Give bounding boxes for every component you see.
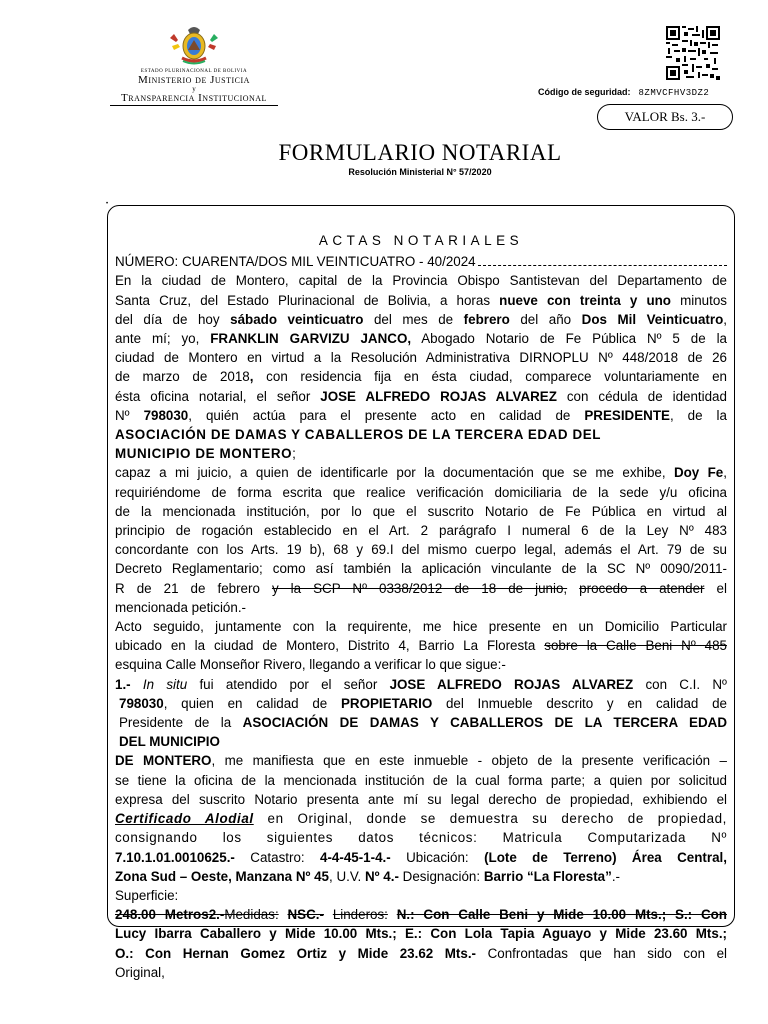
text-span: febrero: [463, 311, 510, 327]
text-line: [115, 367, 727, 386]
text-span: del Inmueble descrito y en calidad de: [445, 695, 727, 711]
text-line: expresa del suscrito Notario presenta ante mí su legal derecho de propiedad, exhibiendo el: [115, 791, 727, 807]
text-line: ciudad de Montero en virtud a la Resolución Administrativa DIRNOPLU Nº 448/2018 de 26: [115, 350, 727, 366]
estado-label: ESTADO PLURINACIONAL DE BOLIVIA: [140, 69, 248, 74]
text-span: .-: [611, 868, 620, 884]
document-number: [115, 252, 727, 271]
text-span: Dos Mil Veinticuatro: [581, 311, 724, 327]
text-line: [115, 310, 727, 329]
text-line: esquina Calle Monseñor Rivero, llegando a verificar lo que sigue:-: [115, 657, 506, 673]
text-line: [115, 713, 727, 732]
text-span: 7.10.1.01.0010625.-: [115, 849, 235, 865]
text-span: FRANKLIN GARVIZU JANCO,: [210, 331, 412, 347]
text-span: Zona Sud – Oeste, Manzana Nº 45: [115, 868, 329, 884]
text-line: [115, 867, 727, 886]
y-label: y: [192, 85, 196, 93]
text-span: el: [716, 580, 727, 596]
text-span: NSC.-: [287, 907, 324, 923]
text-span: , quien en calidad de: [163, 695, 328, 711]
text-span: R de 21 de febrero: [115, 580, 260, 596]
text-span: PROPIETARIO: [340, 695, 433, 711]
text-line: [115, 675, 727, 694]
section-heading: ACTAS NOTARIALES: [318, 233, 524, 248]
text-line: consignando los siguientes datos técnicos: Matricula Computarizada Nº: [115, 830, 727, 846]
text-span: ASOCIACIÓN DE DAMAS Y CABALLEROS DE LA TERCERA EDAD: [242, 715, 727, 731]
valor-badge: VALOR Bs. 3.-: [597, 104, 733, 130]
text-line: [115, 463, 727, 482]
text-line: [115, 636, 727, 655]
text-line: de la mencionada institución, por lo que el suscrito Notario de Fe Pública en virtud al: [115, 503, 727, 519]
text-span: JOSE ALFREDO ROJAS ALVAREZ: [320, 388, 557, 404]
security-code: [538, 87, 709, 98]
text-span: 798030: [119, 695, 164, 711]
dash-fill: [478, 254, 727, 266]
text-line: [115, 924, 727, 943]
text-line: En la ciudad de Montero, capital de la Provincia Obispo Santistevan del Departamento de: [115, 273, 727, 289]
text-span: ASOCIACIÓN DE DAMAS Y CABALLEROS DE LA TERCERA EDAD DEL: [115, 427, 602, 443]
text-line: Original,: [115, 964, 165, 980]
text-line: [115, 944, 727, 963]
text-span: 1.-: [115, 676, 131, 692]
text-line: [115, 425, 727, 444]
text-span: Nº: [115, 407, 130, 423]
text-line: [115, 905, 727, 924]
security-code-value: 8ZMVCFHV3DZ2: [638, 88, 710, 98]
text-span: Medidas:: [224, 907, 279, 923]
text-line: [115, 809, 727, 828]
text-span: del día de hoy: [115, 311, 220, 327]
text-span: DEL MUNICIPIO: [119, 734, 220, 750]
text-span: , U.V.: [329, 868, 362, 884]
text-span: Confrontadas que han sido con el: [487, 945, 727, 961]
text-line: [115, 444, 727, 463]
text-span: sobre la Calle Beni Nº 485: [544, 638, 727, 654]
bolivia-coat-of-arms-icon: [164, 22, 224, 66]
text-line: Superficie:: [115, 887, 179, 903]
text-span: O.: Con Hernan Gomez Ortiz y Mide 23.62 Mts.-: [115, 945, 477, 961]
text-span: de marzo de 2018: [115, 369, 250, 385]
text-span: ante mí; yo,: [115, 331, 200, 347]
ministerio-label: Ministerio de Justicia: [138, 74, 250, 86]
text-line: [115, 387, 727, 406]
text-span: In situ: [142, 676, 188, 692]
text-span: 4-4-45-1-4.-: [320, 849, 391, 865]
text-span: Abogado Notario de Fe Pública Nº 5 de la: [421, 331, 727, 347]
numero-text: NÚMERO: CUARENTA/DOS MIL VEINTICUATRO - 40/2024: [115, 254, 476, 270]
text-span: JOSE ALFREDO ROJAS ALVAREZ: [389, 676, 634, 692]
text-span: capaz a mi juicio, a quien de identificarle por la documentación que se me exhibe,: [115, 465, 666, 481]
transparencia-label: Transparencia Institucional: [121, 92, 267, 104]
logo-rule: [110, 105, 278, 106]
text-span: del mes de: [373, 311, 454, 327]
text-span: Designación:: [402, 868, 481, 884]
document-header: [0, 0, 768, 200]
text-span: Nº 4.-: [365, 868, 399, 884]
text-span: Linderos:: [332, 907, 388, 923]
ministry-logo: [108, 22, 280, 104]
form-subtitle: Resolución Ministerial N° 57/2020: [348, 167, 492, 177]
text-span: , de la: [669, 407, 727, 423]
text-line: [115, 329, 727, 348]
text-span: 248.00 Metros2.-: [115, 907, 225, 923]
text-line: [115, 694, 727, 713]
text-span: nueve con treinta y uno: [499, 292, 671, 308]
text-line: Acto seguido, juntamente con la requirente, me hice presente en un Domicilio Particular: [115, 619, 727, 635]
text-line: [115, 732, 727, 751]
text-line: se tiene la oficina de la mencionada institución de la cual forma parte; a quien por solicitud: [115, 772, 727, 788]
text-line: [115, 291, 727, 310]
corner-mark: •: [106, 201, 109, 207]
text-span: minutos: [680, 292, 727, 308]
text-span: (Lote de Terreno) Área Central,: [484, 849, 727, 865]
text-line: mencionada petición.-: [115, 599, 247, 615]
text-span: Catastro:: [250, 849, 305, 865]
text-line: [115, 406, 727, 425]
text-span: DE MONTERO: [115, 753, 212, 769]
text-span: , quién actúa para el presente acto en calidad de: [188, 407, 571, 423]
qr-code-icon: [666, 26, 720, 80]
text-span: ubicado en la ciudad de Montero, Distrito 4, Barrio La Floresta: [115, 638, 536, 654]
text-span: en Original, donde se demuestra su derecho de propiedad,: [267, 811, 727, 827]
text-span: y la SCP Nº 0338/2012 de 18 de junio,: [271, 580, 568, 596]
text-span: sábado veinticuatro: [230, 311, 364, 327]
text-span: fui atendido por el señor: [199, 676, 378, 692]
text-span: ,: [723, 465, 727, 481]
text-span: ;: [292, 446, 296, 462]
text-span: ,: [249, 369, 254, 385]
text-line: [115, 579, 727, 598]
text-line: [115, 848, 727, 867]
text-span: Santa Cruz, del Estado Plurinacional de Bolivia, a horas: [115, 292, 491, 308]
text-span: ésta oficina notarial, el señor: [115, 388, 311, 404]
document-body: [115, 231, 727, 982]
text-span: con cédula de identidad: [566, 388, 727, 404]
text-line: Decreto Reglamentario; como así también la aplicación vinculante de la SC Nº 0090/2011-: [115, 561, 727, 577]
text-span: con residencia fija en ésta ciudad, comparece voluntariamente en: [266, 369, 727, 385]
text-span: Presidente de la: [119, 715, 232, 731]
text-span: MUNICIPIO DE MONTERO: [115, 446, 293, 462]
text-span: del año: [520, 311, 572, 327]
text-span: Certificado Alodial: [115, 811, 254, 827]
text-line: requiriéndome de forma escrita que realice verificación domiciliaria de la sede y/u oficina: [115, 484, 727, 500]
security-code-label: Código de seguridad:: [538, 87, 631, 97]
text-span: procedo a atender: [579, 580, 705, 596]
text-line: [115, 751, 727, 770]
text-span: Barrio “La Floresta”: [483, 868, 612, 884]
text-span: , me manifiesta que en este inmueble - objeto de la presente verificación –: [211, 753, 727, 769]
text-span: 798030: [143, 407, 189, 423]
text-span: ,: [723, 311, 727, 327]
text-span: con C.I. Nº: [645, 676, 727, 692]
form-title: FORMULARIO NOTARIAL: [278, 140, 562, 165]
text-span: Lucy Ibarra Caballero y Mide 10.00 Mts.; E.: Con Lola Tapia Aguayo y Mide 23.60 Mts.;: [115, 926, 727, 942]
text-line: concordante con los Arts. 19 b), 68 y 69.I del mismo cuerpo legal, además el Art. 79 de su: [115, 542, 727, 558]
text-span: Doy Fe: [673, 465, 724, 481]
text-span: PRESIDENTE: [584, 407, 670, 423]
text-line: principio de rogación establecido en el Art. 2 parágrafo I numeral 6 de la Ley Nº 483: [115, 523, 727, 539]
text-span: Ubicación:: [406, 849, 469, 865]
text-span: N.: Con Calle Beni y Mide 10.00 Mts.; S.: Con: [396, 907, 727, 923]
